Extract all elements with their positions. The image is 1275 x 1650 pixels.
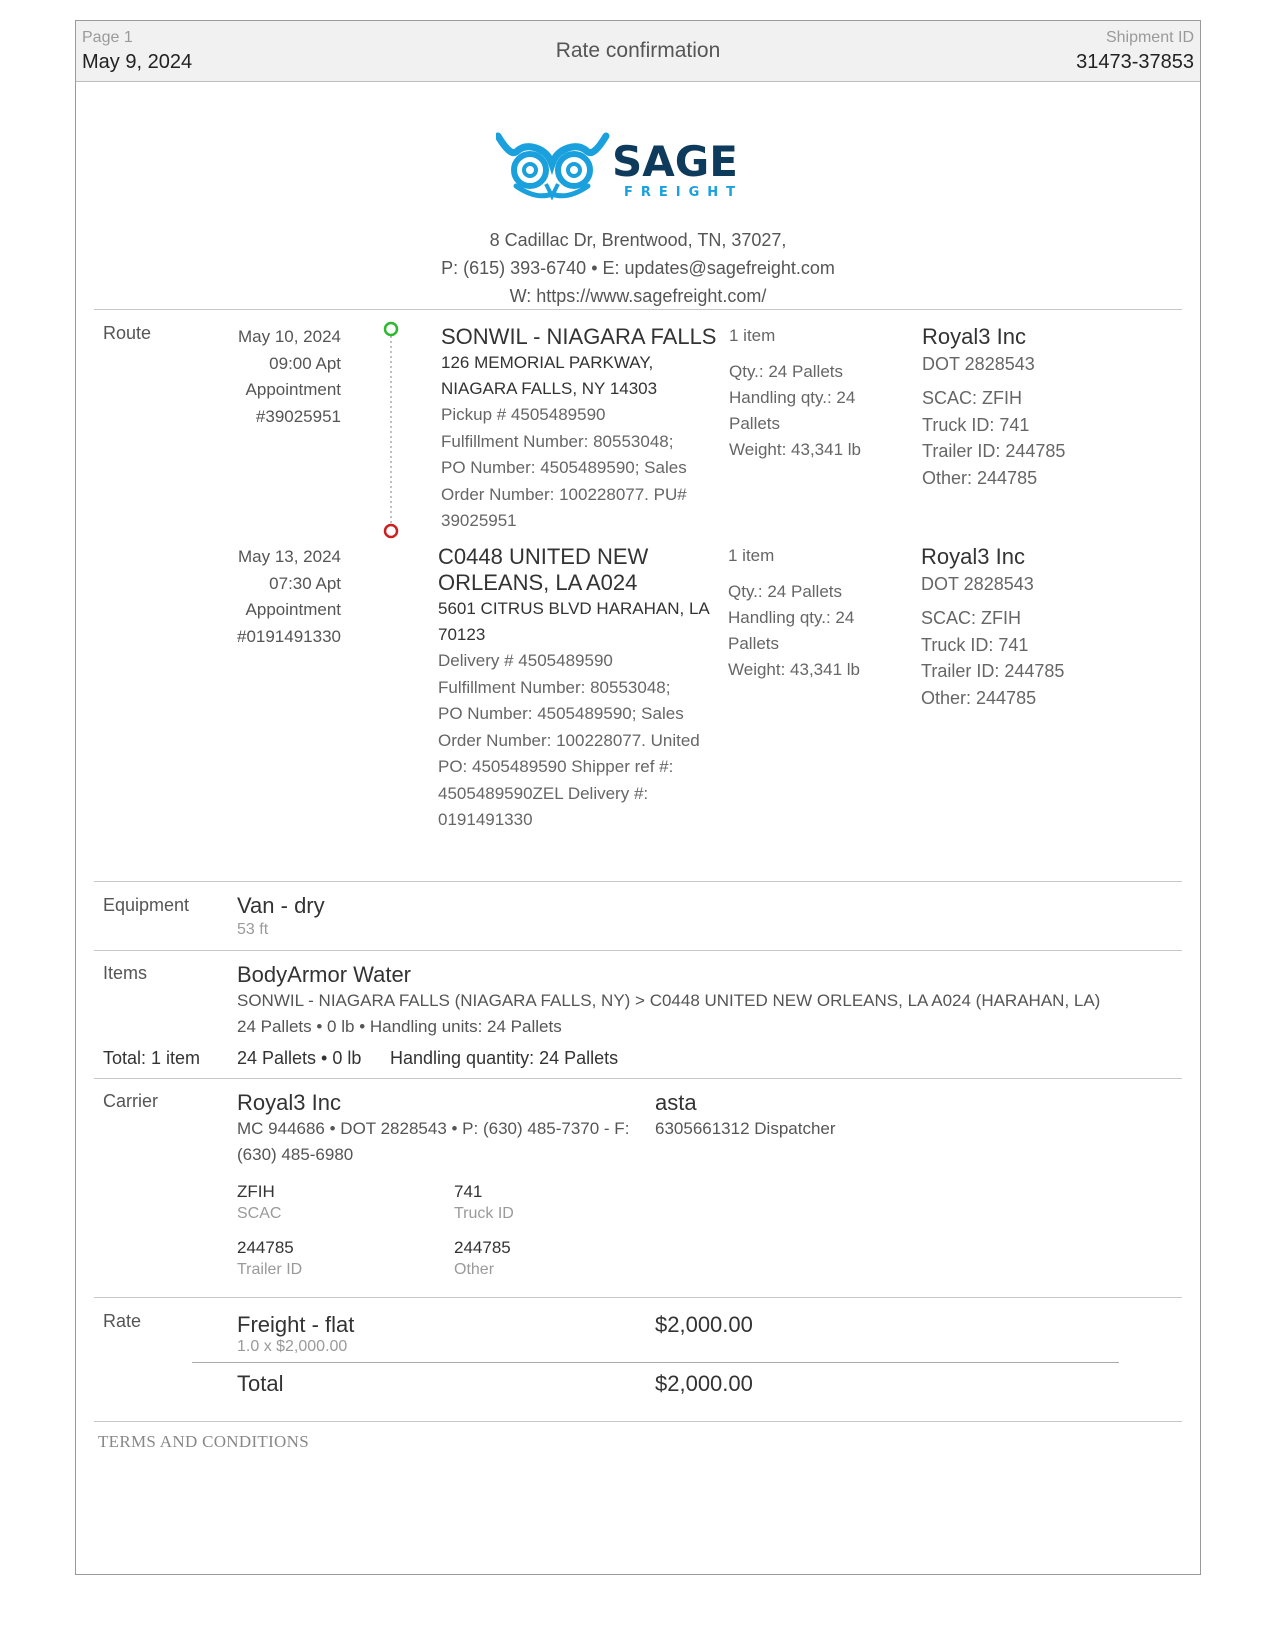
stop-items: [728, 543, 888, 683]
divider: [94, 1078, 1182, 1079]
stop-items: [729, 323, 889, 463]
item-count: 1 item: [729, 326, 776, 345]
delivery-marker-icon: [385, 525, 397, 537]
divider: [94, 1297, 1182, 1298]
rate-line-name: Freight - flat: [237, 1312, 355, 1337]
item-line: Pallets: [728, 634, 780, 653]
equipment-type: Van - dry: [237, 893, 325, 918]
rate-divider: [192, 1362, 1119, 1363]
stop-note-line: Delivery # 4505489590: [438, 651, 613, 670]
carrier-line: Trailer ID: 244785: [922, 441, 1066, 461]
other-value: 244785: [454, 1238, 511, 1257]
item-line: Handling qty.: 24: [729, 388, 856, 407]
carrier-name: Royal3 Inc: [921, 544, 1025, 569]
carrier-line: Truck ID: 741: [921, 634, 1029, 655]
stop-note-line: Pickup # 4505489590: [441, 405, 606, 424]
shipment-id-label: Shipment ID: [1105, 29, 1194, 46]
stop-note-line: PO Number: 4505489590; Sales: [441, 458, 687, 477]
appointment-label: Appointment: [245, 600, 341, 619]
carrier-info-line: (630) 485-6980: [237, 1145, 354, 1164]
stop-time: 09:00 Apt: [269, 353, 341, 373]
stop-note-line: Fulfillment Number: 80553048;: [438, 677, 671, 697]
appointment-number: #0191491330: [236, 626, 341, 646]
equipment-length: 53 ft: [237, 921, 269, 938]
carrier-label: Carrier: [103, 1091, 159, 1111]
page-header: [76, 21, 1200, 82]
rate-total-amount: $2,000.00: [655, 1371, 753, 1396]
carrier-dot: DOT 2828543: [922, 353, 1035, 374]
rate-label: Rate: [103, 1311, 142, 1331]
carrier-contact: [655, 1090, 836, 1142]
equipment-label: Equipment: [103, 895, 190, 915]
divider: [94, 1421, 1182, 1422]
page-number: Page 1: [82, 29, 133, 46]
pickup-marker-icon: [385, 323, 397, 335]
items-total-qty: 24 Pallets • 0 lb: [237, 1048, 362, 1068]
stop-note-line: PO Number: 4505489590; Sales: [438, 704, 684, 723]
stop-date: May 13, 2024: [237, 547, 341, 566]
shipment-id: 31473-37853: [1076, 51, 1194, 73]
item-lane: SONWIL - NIAGARA FALLS (NIAGARA FALLS, NY) > C0448 UNITED NEW ORLEANS, LA A024 (HARAHAN, LA): [237, 991, 1101, 1010]
rate-confirmation-page: [75, 20, 1201, 1575]
appointment-number: #39025951: [255, 406, 341, 426]
company-contact: P: (615) 393-6740 • E: updates@sagefreight.com: [441, 258, 835, 278]
stop-note-line: Order Number: 100228077. United: [438, 730, 700, 750]
item-count: 1 item: [728, 546, 775, 565]
owl-logo-icon: [496, 126, 736, 206]
item-line: Weight: 43,341 lb: [729, 440, 861, 459]
trailer-id-value: 244785: [237, 1238, 294, 1257]
carrier-line: SCAC: ZFIH: [921, 608, 1022, 628]
stop-schedule: [121, 324, 341, 430]
items-total-handling: Handling quantity: 24 Pallets: [390, 1048, 619, 1068]
route-label: Route: [103, 323, 152, 343]
carrier-contact-name: asta: [655, 1090, 697, 1115]
carrier-field: [454, 1235, 511, 1279]
divider: [94, 309, 1182, 310]
stop-note-line: Fulfillment Number: 80553048;: [441, 431, 674, 451]
trailer-id-label: Trailer ID: [237, 1261, 303, 1278]
rate-line-calc: 1.0 x $2,000.00: [237, 1338, 348, 1355]
document-date: May 9, 2024: [82, 51, 193, 73]
stop-note-line: PO: 4505489590 Shipper ref #:: [438, 757, 674, 776]
company-logo: [496, 126, 736, 206]
carrier-field: [237, 1179, 281, 1223]
carrier-details: [237, 1090, 647, 1168]
terms-heading: TERMS AND CONDITIONS: [98, 1432, 309, 1451]
items-label: Items: [103, 963, 148, 983]
stop-carrier: [922, 324, 1122, 491]
rate-line: [237, 1312, 354, 1356]
item-line: Pallets: [729, 414, 781, 433]
stop-note-line: 0191491330: [438, 810, 533, 829]
stop-note-line: 39025951: [441, 511, 517, 530]
stop-date: May 10, 2024: [237, 327, 341, 346]
carrier-line: Other: 244785: [922, 467, 1038, 488]
carrier-line: Truck ID: 741: [922, 414, 1030, 435]
document-title: Rate confirmation: [555, 39, 721, 62]
stop-address-line: 5601 CITRUS BLVD HARAHAN, LA: [438, 599, 710, 618]
logo-sub: FREIGHT: [624, 185, 736, 200]
items-total-label: Total: 1 item: [103, 1048, 201, 1068]
carrier-line: Other: 244785: [921, 687, 1037, 708]
scac-value: ZFIH: [237, 1182, 275, 1201]
carrier-field: [454, 1179, 514, 1223]
rate-line-amount: $2,000.00: [655, 1312, 753, 1337]
item-name: BodyArmor Water: [237, 962, 412, 987]
equipment-details: [237, 893, 325, 939]
item-line: Qty.: 24 Pallets: [728, 582, 843, 601]
stop-note-line: Order Number: 100228077. PU#: [441, 484, 687, 504]
divider: [94, 950, 1182, 951]
carrier-dot: DOT 2828543: [921, 573, 1034, 594]
scac-label: SCAC: [237, 1205, 282, 1222]
appointment-label: Appointment: [245, 380, 341, 399]
stop-address-line: NIAGARA FALLS, NY 14303: [441, 379, 658, 398]
other-label: Other: [454, 1261, 495, 1278]
company-website: W: https://www.sagefreight.com/: [509, 286, 767, 306]
shipment-info: [1076, 29, 1194, 77]
item-summary: 24 Pallets • 0 lb • Handling units: 24 Pallets: [237, 1017, 562, 1036]
stop-note-line: 4505489590ZEL Delivery #:: [438, 783, 649, 803]
logo-word: SAGE: [612, 137, 736, 186]
stop-name: ORLEANS, LA A024: [438, 570, 638, 595]
stop-schedule: [121, 544, 341, 650]
truck-id-label: Truck ID: [454, 1205, 514, 1222]
stop-address-line: 70123: [438, 625, 486, 644]
stop-details: [441, 324, 721, 535]
rate-total-label: Total: [237, 1371, 284, 1396]
carrier-info-line: MC 944686 • DOT 2828543 • P: (630) 485-7370 - F:: [237, 1119, 630, 1138]
carrier-contact-info: 6305661312 Dispatcher: [655, 1119, 836, 1138]
truck-id-value: 741: [454, 1182, 483, 1201]
company-info: [76, 226, 1200, 310]
divider: [94, 881, 1182, 882]
carrier-name: Royal3 Inc: [922, 324, 1026, 349]
carrier-name: Royal3 Inc: [237, 1090, 341, 1115]
stop-details: [438, 544, 720, 834]
items-details: [237, 962, 1187, 1040]
item-line: Handling qty.: 24: [728, 608, 855, 627]
carrier-field: [237, 1235, 302, 1279]
item-line: Weight: 43,341 lb: [728, 660, 860, 679]
stop-name: SONWIL - NIAGARA FALLS: [441, 324, 717, 349]
item-line: Qty.: 24 Pallets: [729, 362, 844, 381]
company-address: 8 Cadillac Dr, Brentwood, TN, 37027,: [489, 230, 787, 250]
stop-name: C0448 UNITED NEW: [438, 544, 649, 569]
carrier-line: SCAC: ZFIH: [922, 388, 1023, 408]
stop-time: 07:30 Apt: [269, 573, 341, 593]
carrier-line: Trailer ID: 244785: [921, 661, 1065, 681]
route-timeline: [381, 319, 401, 539]
stop-carrier: [921, 544, 1121, 711]
stop-address-line: 126 MEMORIAL PARKWAY,: [441, 353, 654, 372]
